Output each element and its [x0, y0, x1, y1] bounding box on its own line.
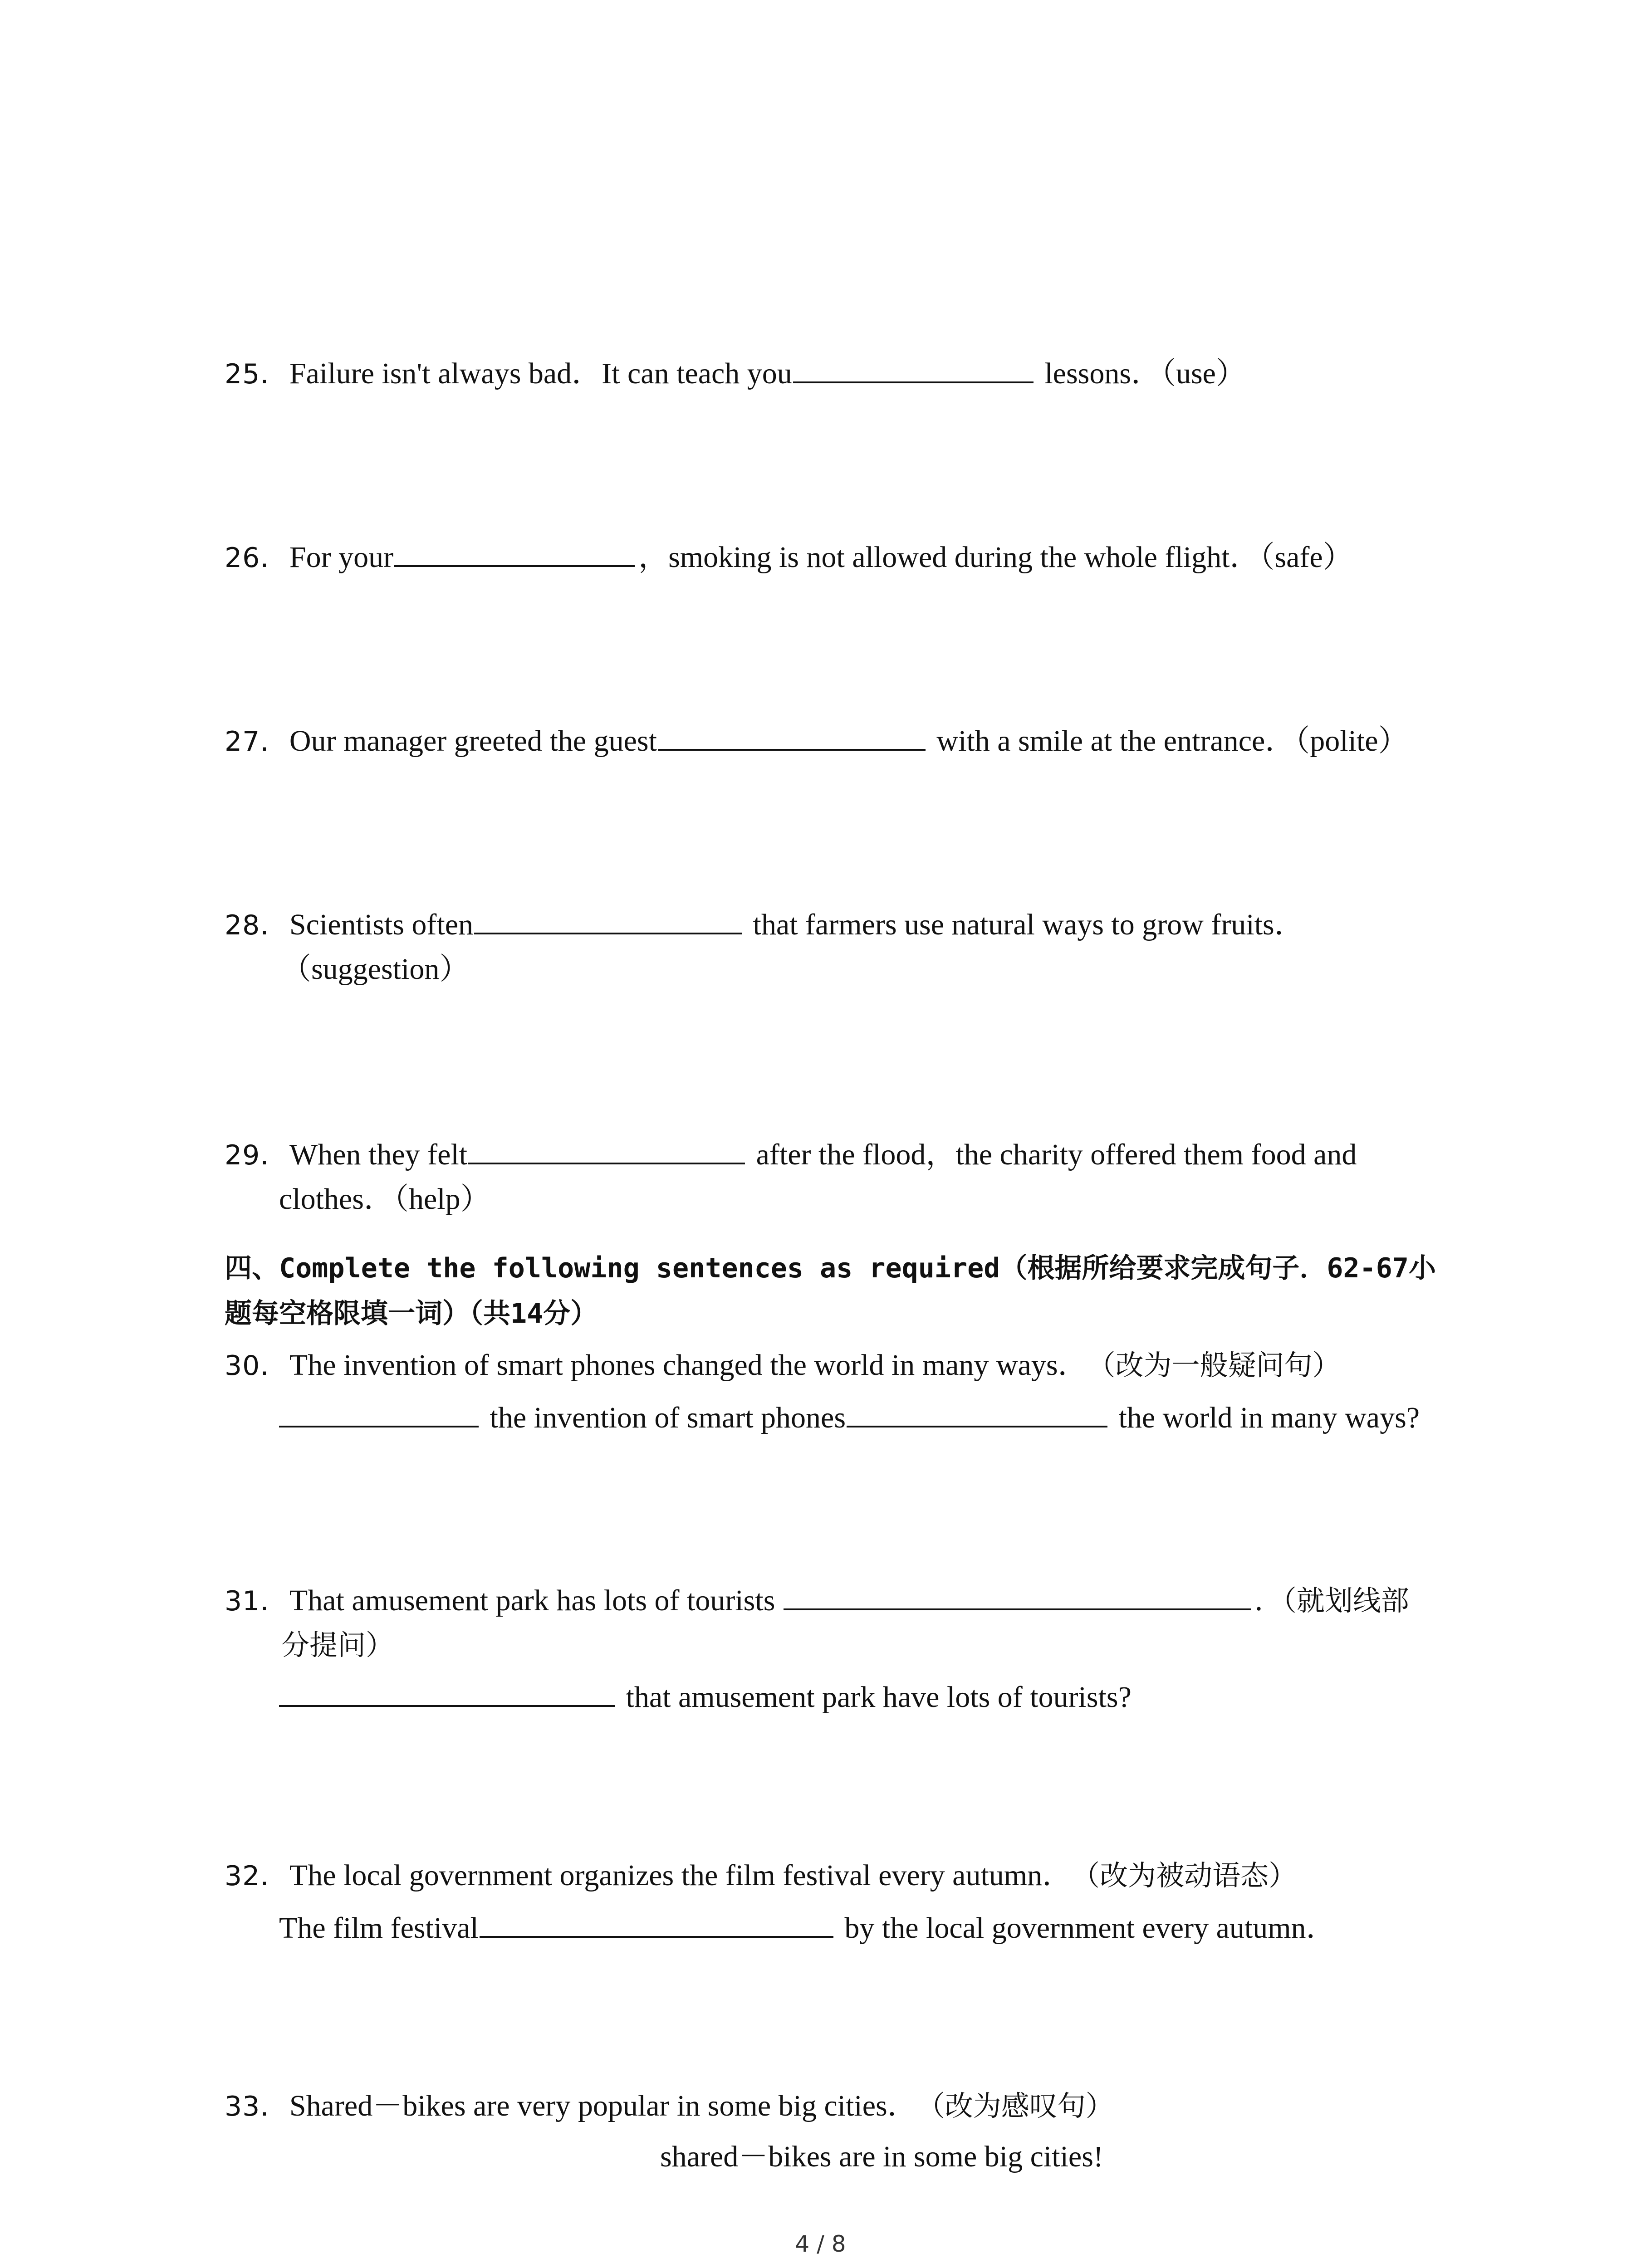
question-27 — [225, 719, 1408, 762]
question-text: The invention of smart phones changed the world in many ways． — [289, 1349, 1088, 1382]
answer-blank[interactable] — [474, 903, 742, 934]
answer-blank-1[interactable] — [279, 1396, 479, 1427]
question-instruction: ．（就划线部 — [1254, 1584, 1409, 1617]
question-31-instruction-cont: 分提问） — [281, 1628, 394, 1662]
question-number: 30. — [225, 1350, 269, 1382]
question-text-end: with a smile at the entrance．（polite） — [929, 724, 1408, 758]
question-25 — [225, 352, 1246, 395]
question-text: For your — [289, 541, 394, 574]
question-number: 26. — [225, 542, 269, 574]
question-number: 28. — [225, 909, 269, 941]
question-32 — [225, 1855, 1297, 1897]
underlined-part — [784, 1579, 1251, 1610]
question-number: 33. — [225, 2091, 269, 2122]
question-30-answer — [279, 1396, 1420, 1438]
answer-text-end: that amusement park have lots of tourists? — [618, 1681, 1132, 1714]
question-instruction: （改为被动语态） — [1086, 1859, 1297, 1892]
answer-blank[interactable] — [279, 1675, 615, 1707]
question-instruction: （改为一般疑问句） — [1101, 1349, 1341, 1382]
question-text: Shared－bikes are very popular in some big cities． — [289, 2089, 917, 2122]
answer-blank[interactable] — [480, 1906, 833, 1938]
question-33 — [225, 2086, 1114, 2127]
section-4-heading-line1: 四、Complete the following sentences as required（根据所给要求完成句子．62-67小 — [225, 1252, 1436, 1284]
question-text-end: that farmers use natural ways to grow fruits． — [745, 908, 1304, 941]
question-31 — [225, 1579, 1409, 1622]
answer-blank-2[interactable] — [847, 1396, 1107, 1427]
answer-blank[interactable] — [394, 535, 635, 567]
question-number: 27. — [225, 726, 269, 758]
question-instruction: （改为感叹句） — [931, 2089, 1114, 2122]
question-31-answer — [279, 1675, 1132, 1718]
answer-text-end: the world in many ways? — [1111, 1401, 1420, 1434]
question-number: 32. — [225, 1860, 269, 1892]
answer-text-end: by the local government every autumn． — [837, 1911, 1336, 1945]
question-number: 25. — [225, 358, 269, 390]
question-text: Our manager greeted the guest — [289, 724, 657, 758]
section-4-heading-line2: 题每空格限填一词）（共14分） — [225, 1298, 598, 1330]
question-29-hint: clothes．（help） — [279, 1183, 490, 1216]
question-text: Scientists often — [289, 908, 474, 941]
question-text-end: ，smoking is not allowed during the whole flight．（safe） — [638, 541, 1353, 574]
question-text: That amusement park has lots of tourists — [289, 1584, 783, 1617]
question-text-end: after the flood，the charity offered them food and — [749, 1138, 1357, 1171]
question-33-answer: shared－bikes are in some big cities! — [660, 2140, 1103, 2173]
question-28 — [225, 903, 1304, 946]
answer-blank[interactable] — [658, 719, 926, 751]
question-32-answer — [279, 1906, 1336, 1949]
question-text-end: lessons．（use） — [1037, 357, 1246, 390]
answer-text-mid: the invention of smart phones — [482, 1401, 846, 1434]
answer-blank[interactable] — [793, 352, 1034, 383]
question-number: 31. — [225, 1585, 269, 1617]
question-number: 29. — [225, 1139, 269, 1171]
question-29 — [225, 1133, 1357, 1176]
question-26 — [225, 535, 1353, 578]
question-text: Failure isn't always bad．It can teach you — [289, 357, 792, 390]
answer-blank[interactable] — [468, 1133, 745, 1164]
question-text: When they felt — [289, 1138, 468, 1171]
question-28-hint: （suggestion） — [281, 953, 470, 986]
answer-text-start: The film festival — [279, 1911, 479, 1945]
question-text: The local government organizes the film festival every autumn． — [289, 1859, 1073, 1892]
page-number: 4 / 8 — [795, 2231, 846, 2257]
question-30 — [225, 1345, 1341, 1386]
